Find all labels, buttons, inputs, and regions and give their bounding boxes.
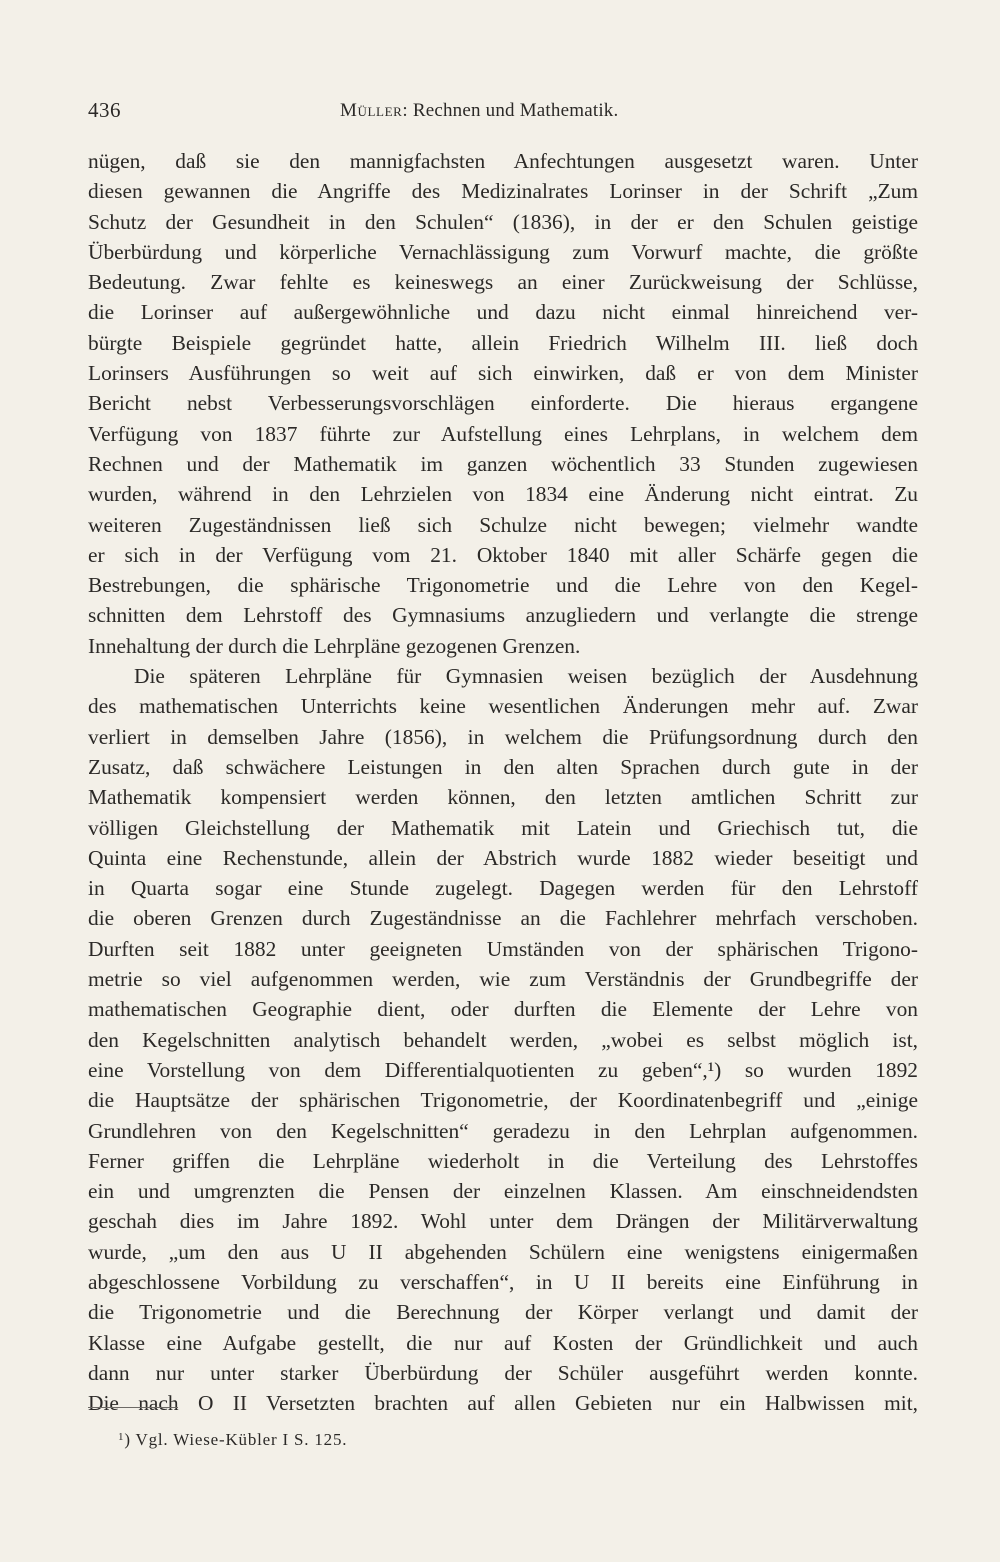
text-line: Innehaltung der durch die Lehrpläne gezogenen Grenzen. [88,633,581,658]
text-line: Bestrebungen, die sphärische Trigonometrie und die Lehre von den Kegel- [88,573,918,598]
text-line: Bedeutung. Zwar fehlte es keineswegs an einer Zurückweisung der Schlüsse, [88,270,918,295]
running-head-subject: : Rechnen und Mathematik. [402,100,619,121]
footnote-marker: 1 [118,1431,125,1443]
text-line: bürgte Beispiele gegründet hatte, allein Friedrich Wilhelm III. ließ doch [88,330,918,355]
text-line: des mathematischen Unterrichts keine wesentlichen Änderungen mehr auf. Zwar [88,694,918,719]
text-line: völligen Gleichstellung der Mathematik mit Latein und Griechisch tut, die [88,815,918,840]
text-line: abgeschlossene Vorbildung zu verschaffen“, in U II bereits eine Einführung in [88,1269,918,1294]
text-line: er sich in der Verfügung vom 21. Oktober 1840 mit aller Schärfe gegen die [88,542,918,567]
text-line: den Kegelschnitten analytisch behandelt werden, „wobei es selbst möglich ist, [88,1027,918,1052]
text-line: die Trigonometrie und die Berechnung der Körper verlangt und damit der [88,1300,918,1325]
text-line: Überbürdung und körperliche Vernachlässigung zum Vorwurf machte, die größte [88,239,918,264]
text-line: dann nur unter starker Überbürdung der Schüler ausgeführt werden konnte. [88,1360,918,1385]
footnote-divider [88,1407,178,1408]
text-line: nügen, daß sie den mannigfachsten Anfechtungen ausgesetzt waren. Unter [88,149,918,173]
running-header [88,96,918,130]
text-line: Rechnen und der Mathematik im ganzen wöchentlich 33 Stunden zugewiesen [88,451,918,476]
text-line: ein und umgrenzten die Pensen der einzelnen Klassen. Am einschneidendsten [88,1179,918,1204]
text-line: in Quarta sogar eine Stunde zugelegt. Dagegen werden für den Lehrstoff [88,876,918,901]
text-line: metrie so viel aufgenommen werden, wie zum Verständnis der Grundbegriffe der [88,967,918,992]
text-line: Quinta eine Rechenstunde, allein der Abstrich wurde 1882 wieder beseitigt und [88,845,918,870]
text-line: Mathematik kompensiert werden können, den letzten amtlichen Schritt zur [88,785,918,810]
text-line: Die späteren Lehrpläne für Gymnasien weisen bezüglich der Ausdehnung [134,664,918,689]
footnote [118,1430,347,1450]
text-line: Klasse eine Aufgabe gestellt, die nur auf Kosten der Gründlichkeit und auch [88,1330,918,1355]
text-line: Verfügung von 1837 führte zur Aufstellung eines Lehrplans, in welchem dem [88,421,918,446]
text-line: Bericht nebst Verbesserungsvorschlägen einforderte. Die hieraus ergangene [88,391,918,416]
text-line: geschah dies im Jahre 1892. Wohl unter dem Drängen der Militärverwaltung [88,1209,918,1234]
text-line: Zusatz, daß schwächere Leistungen in den alten Sprachen durch gute in der [88,754,918,779]
text-line: Schutz der Gesundheit in den Schulen“ (1836), in der er den Schulen geistige [88,209,918,234]
footnote-text: ) Vgl. Wiese-Kübler I S. 125. [124,1430,348,1449]
text-line: Grundlehren von den Kegelschnitten“ geradezu in den Lehrplan aufgenommen. [88,1118,918,1143]
text-line: Die nach O II Versetzten brachten auf allen Gebieten nur ein Halbwissen mit, [88,1391,918,1416]
text-line: weiteren Zugeständnissen ließ sich Schulze nicht bewegen; vielmehr wandte [88,512,918,537]
text-line: die Hauptsätze der sphärischen Trigonometrie, der Koordinatenbegriff und „einige [88,1088,918,1113]
text-line: mathematischen Geographie dient, oder durften die Elemente der Lehre von [88,997,918,1022]
text-line: wurden, während in den Lehrzielen von 1834 eine Änderung nicht eintrat. Zu [88,482,918,507]
text-line: schnitten dem Lehrstoff des Gymnasiums anzugliedern und verlangte die strenge [88,603,918,628]
text-line: Ferner griffen die Lehrpläne wiederholt in die Verteilung des Lehrstoffes [88,1148,918,1173]
body-text [88,146,918,1418]
text-line: verliert in demselben Jahre (1856), in welchem die Prüfungsordnung durch den [88,724,918,749]
text-line: die oberen Grenzen durch Zugeständnisse an die Fachlehrer mehrfach verschoben. [88,906,918,931]
running-head-author: Müller [340,100,403,121]
text-line: Lorinsers Ausführungen so weit auf sich einwirken, daß er von dem Minister [88,361,918,386]
text-line: Durften seit 1882 unter geeigneten Umständen von der sphärischen Trigono- [88,936,918,961]
text-line: wurde, „um den aus U II abgehenden Schülern eine wenigstens einigermaßen [88,1239,918,1264]
text-line: die Lorinser auf außergewöhnliche und dazu nicht einmal hinreichend ver- [88,300,918,325]
text-line: diesen gewannen die Angriffe des Medizinalrates Lorinser in der Schrift „Zum [88,179,918,204]
text-line: eine Vorstellung von dem Differentialquotienten zu geben“,¹) so wurden 1892 [88,1057,918,1082]
page-number: 436 [88,98,121,122]
running-head-title [340,100,618,122]
